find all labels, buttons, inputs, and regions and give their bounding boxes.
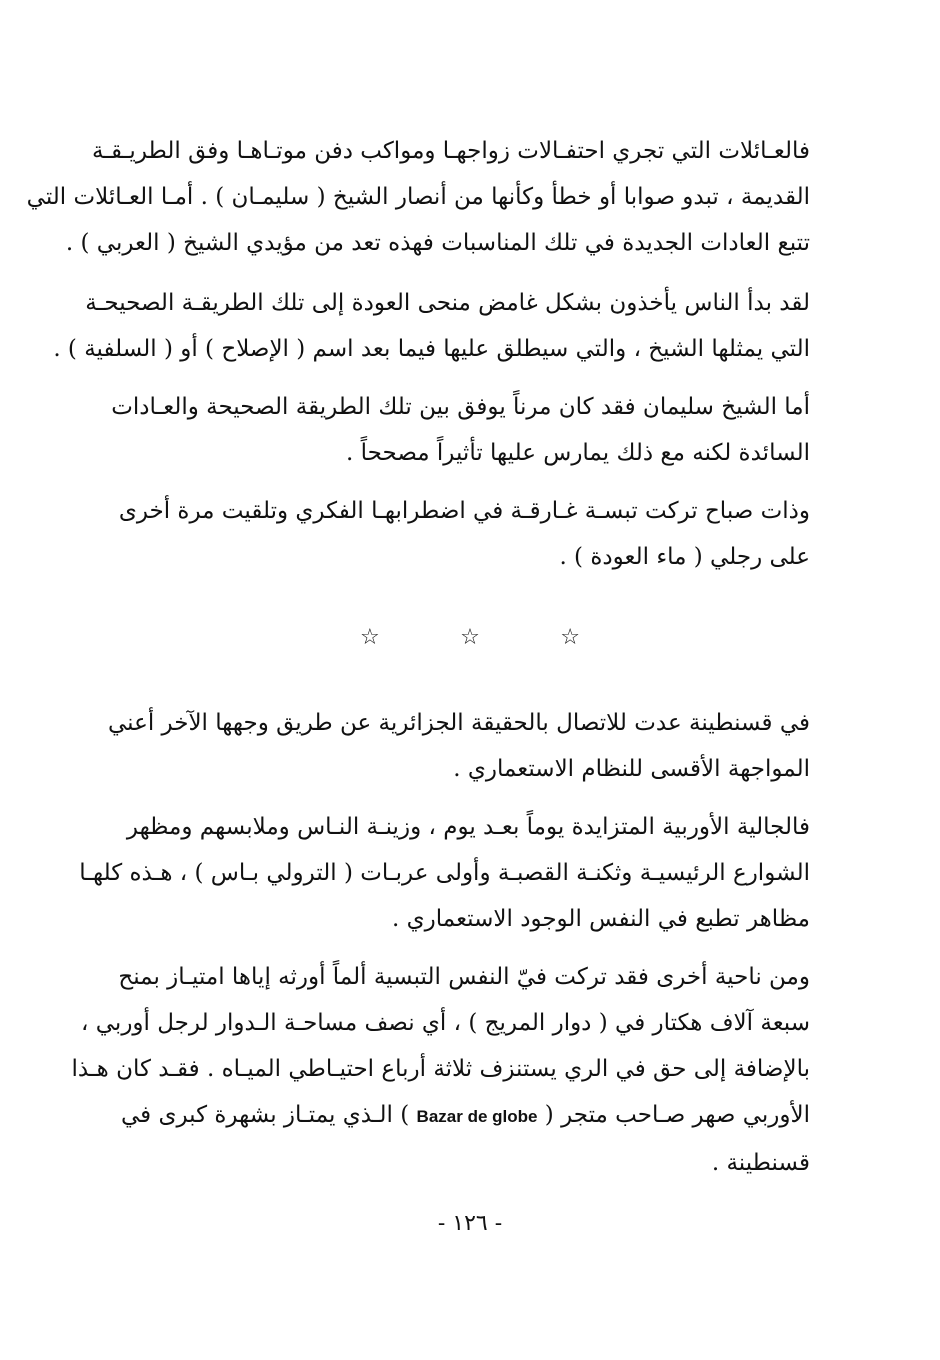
text-line: [120, 1092, 810, 1140]
paragraph-7: [71, 954, 810, 1186]
text-line: المواجهة الأقسى للنظام الاستعماري .: [453, 756, 810, 782]
text-line: لقد بدأ الناس يأخذون بشكل غامض منحى العودة إلى تلك الطريقـة الصحيحـة: [85, 290, 810, 316]
text-line: الشوارع الرئيسيـة وثكنـة القصبـة وأولى عربـات ( الترولي بـاس ) ، هـذه كلهـا: [79, 860, 810, 886]
text-line: السائدة لكنه مع ذلك يمارس عليها تأثيراً مصححاً .: [346, 440, 810, 466]
text-line: فالجالية الأوربية المتزايدة يوماً بعـد يوم ، وزينـة النـاس وملابسهم ومظهر: [126, 814, 810, 840]
text-line: التي يمثلها الشيخ ، والتي سيطلق عليها فيما بعد اسم ( الإصلاح ) أو ( السلفية ) .: [53, 336, 810, 362]
text-line: أما الشيخ سليمان فقد كان مرناً يوفق بين تلك الطريقة الصحيحة والعـادات: [111, 394, 810, 420]
paragraph-1: [26, 128, 810, 266]
text-segment: الأوربي صهر صـاحب متجر (: [537, 1102, 810, 1128]
paragraph-6: [79, 804, 810, 942]
text-line: في قسنطينة عدت للاتصال بالحقيقة الجزائرية عن طريق وجهها الآخر أعني: [108, 710, 810, 736]
text-line: سبعة آلاف هكتار في ( دوار المريج ) ، أي نصف مساحـة الـدوار لرجل أوربي ،: [81, 1010, 810, 1036]
star-icon: ☆: [460, 625, 480, 650]
text-line: على رجلي ( ماء العودة ) .: [559, 544, 810, 570]
star-icon: ☆: [360, 625, 380, 650]
paragraph-3: [111, 384, 810, 476]
text-line: فالعـائلات التي تجري احتفـالات زواجهـا ومواكب دفن موتـاهـا وفق الطريـقـة: [91, 138, 810, 164]
text-line: قسنطينة .: [711, 1150, 810, 1176]
text-line: ومن ناحية أخرى فقد تركت فيّ النفس التبسية ألماً أورثه إياها امتيـاز بمنح: [118, 964, 810, 990]
page-number: - ١٢٦ -: [437, 1211, 503, 1236]
section-separator: [360, 620, 580, 656]
text-line: تتبع العادات الجديدة في تلك المناسبات فهذه تعد من مؤيدي الشيخ ( العربي ) .: [65, 230, 810, 256]
paragraph-5: [108, 700, 810, 792]
star-icon: ☆: [560, 625, 580, 650]
text-line: القديمة ، تبدو صوابا أو خطأ وكأنها من أنصار الشيخ ( سليمـان ) . أمـا العـائلات التي: [26, 184, 810, 210]
text-segment: ) الـذي يمتـاز بشهرة كبرى في: [120, 1102, 417, 1128]
latin-term: Bazar de globe: [416, 1107, 538, 1126]
text-line: وذات صباح تركت تبسـة غـارقـة في اضطرابهـا الفكري وتلقيت مرة أخرى: [118, 498, 810, 524]
paragraph-4: [118, 488, 810, 580]
text-line: مظاهر تطبع في النفس الوجود الاستعماري .: [392, 906, 810, 932]
paragraph-2: [53, 280, 810, 372]
text-line: بالإضافة إلى حق في الري يستنزف ثلاثة أرباع احتيـاطي الميـاه . فقـد كان هـذا: [71, 1056, 810, 1082]
